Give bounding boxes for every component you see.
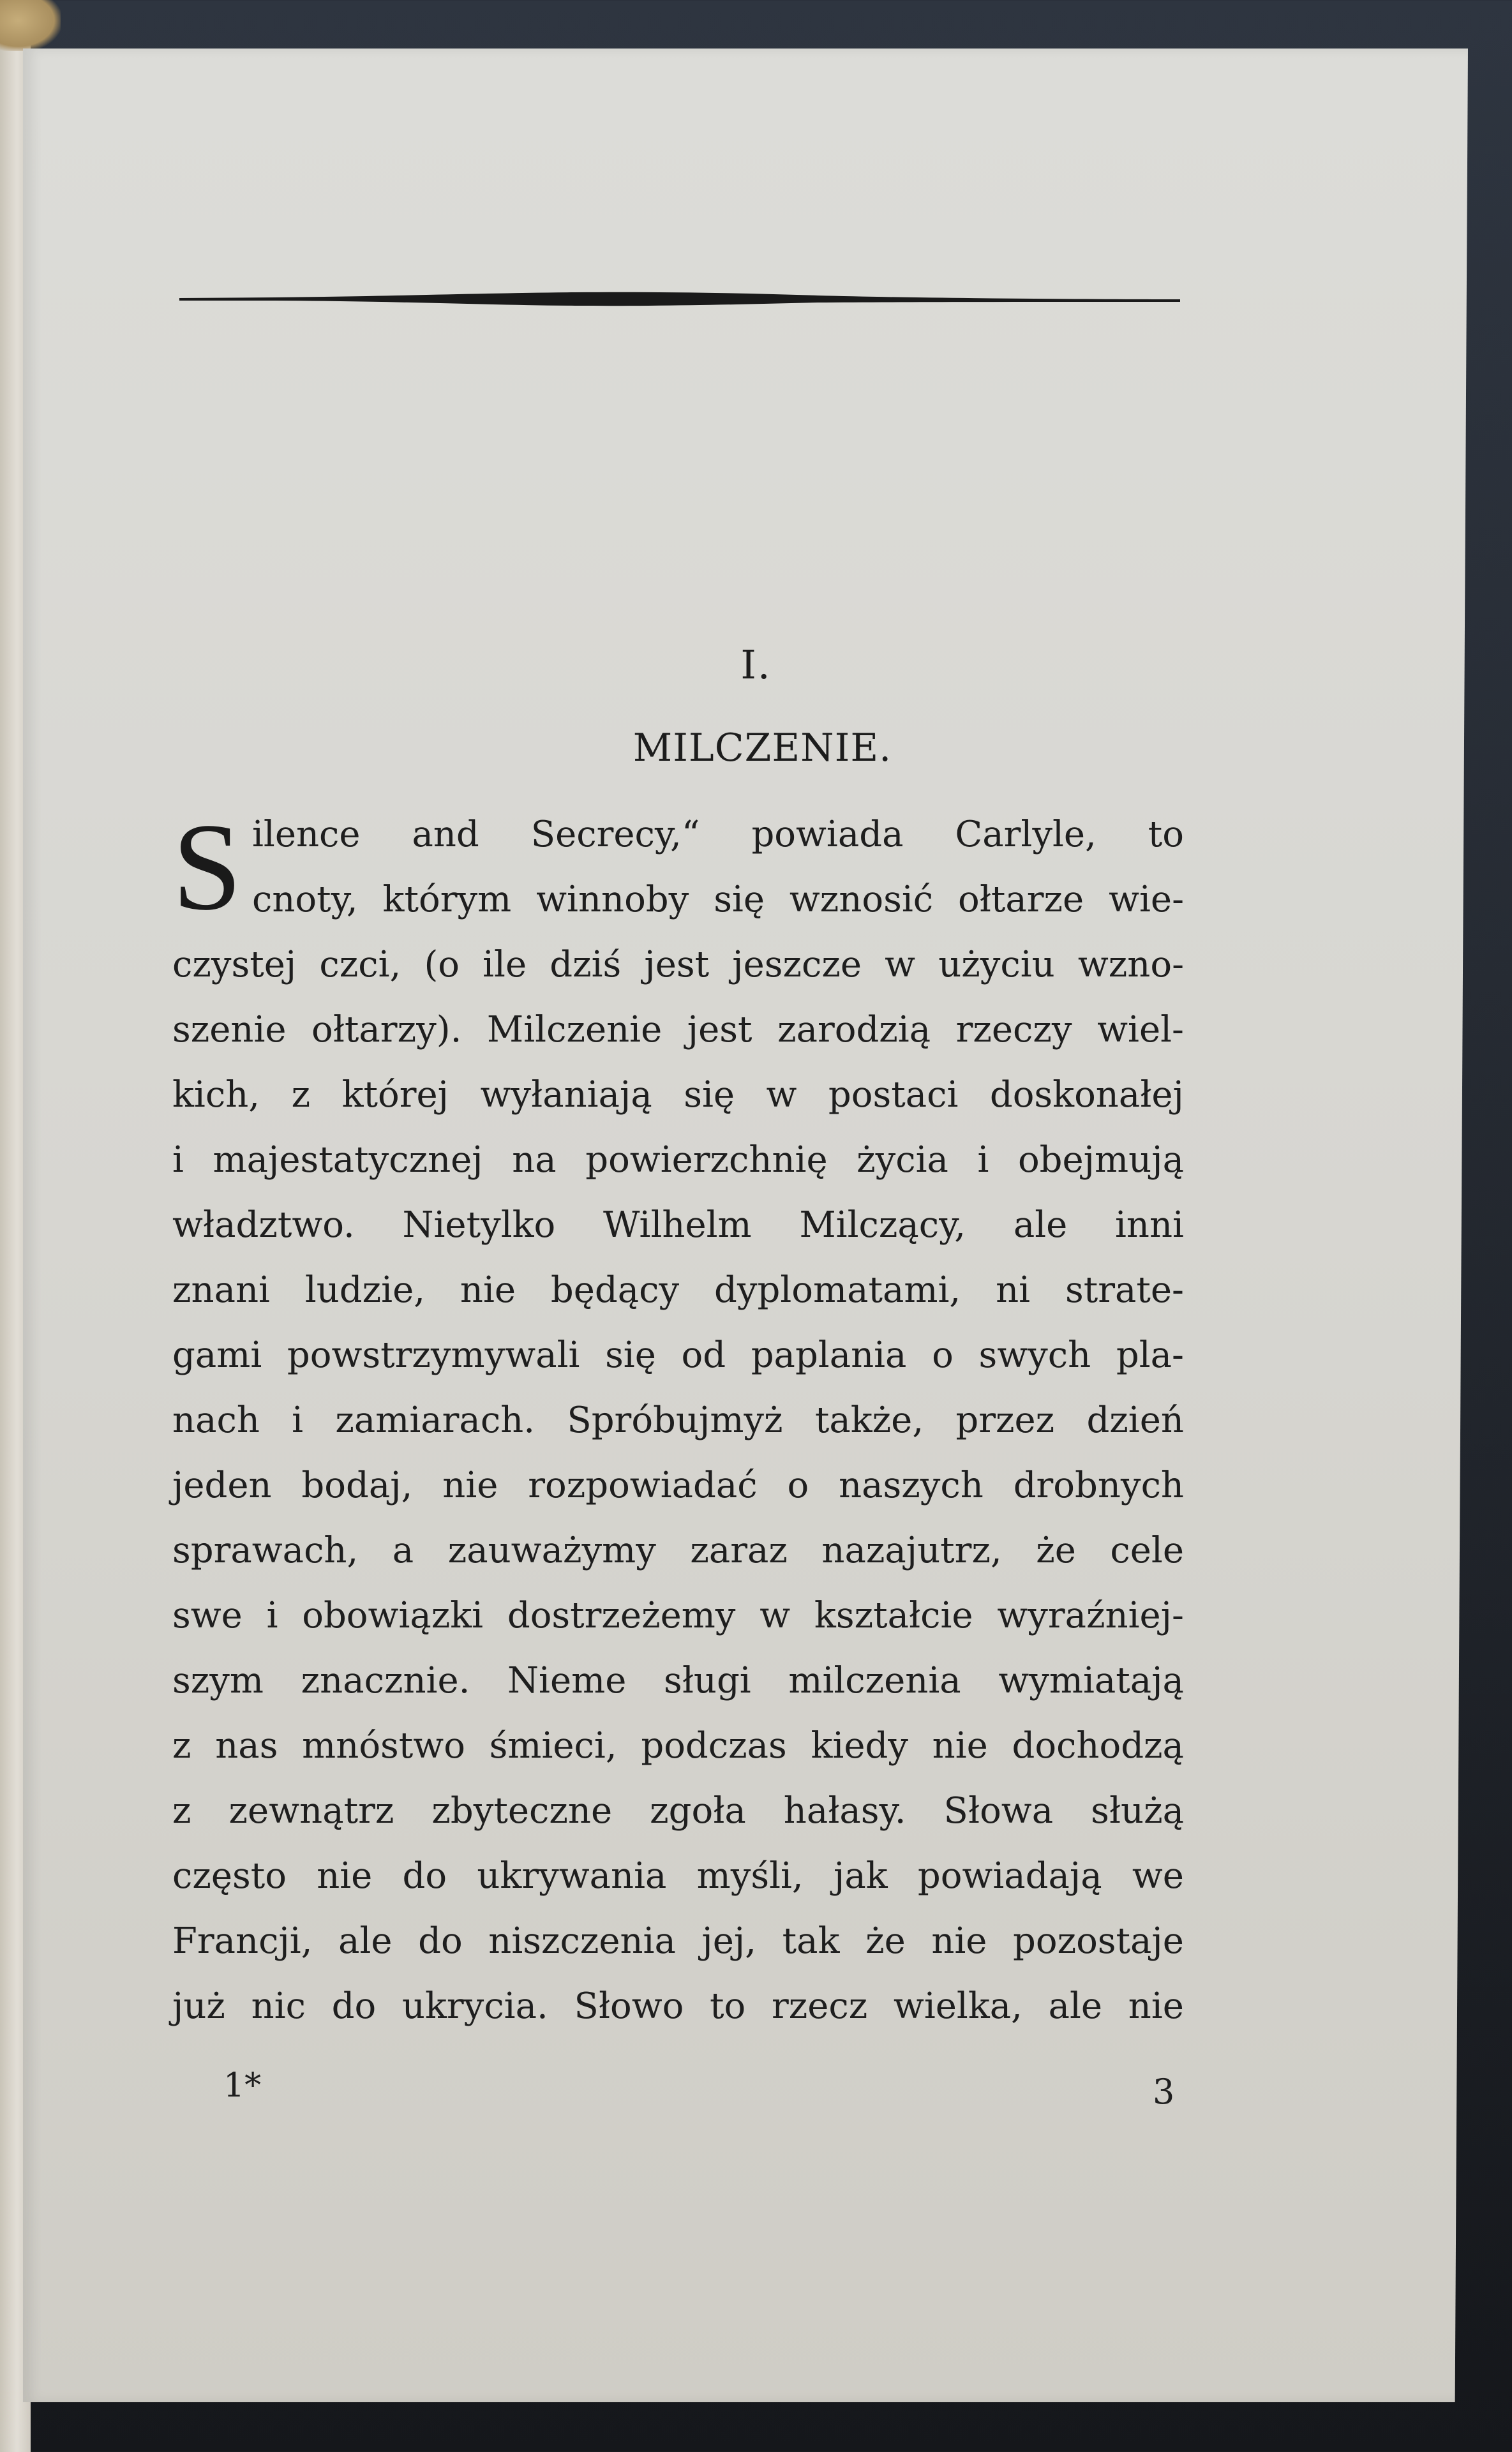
word: nie (1128, 1985, 1184, 2027)
word: już (172, 1985, 225, 2027)
bookmark-thread (0, 0, 61, 51)
text-line (172, 1070, 1184, 1135)
word: wie- (1109, 879, 1184, 920)
word: często (172, 1855, 287, 1897)
word: cele (1110, 1530, 1184, 1571)
word: się (684, 1074, 735, 1116)
text-line (172, 809, 1184, 874)
word: cnoty, (252, 879, 358, 920)
body-text (172, 798, 1184, 2046)
word: zaraz (690, 1530, 788, 1571)
word: wiel- (1097, 1009, 1184, 1050)
word: zewnątrz (228, 1790, 394, 1832)
word: od (681, 1334, 726, 1376)
word: rozpowiadać (528, 1465, 758, 1506)
word: nie (931, 1920, 987, 1962)
word: ale (1048, 1985, 1103, 2027)
word: nie (460, 1269, 516, 1311)
word: której (341, 1074, 449, 1116)
word: zbyteczne (431, 1790, 613, 1832)
word: szym (172, 1660, 264, 1701)
word: Nieme (507, 1660, 627, 1701)
word: z (172, 1725, 191, 1767)
word: dochodzą (1012, 1725, 1184, 1767)
text-line (172, 1330, 1184, 1395)
word: rzecz (771, 1985, 868, 2027)
word: się (714, 879, 765, 920)
word: powstrzymywali (287, 1334, 580, 1376)
word: będący (550, 1269, 680, 1311)
text-line (172, 1005, 1184, 1070)
word: inni (1114, 1204, 1184, 1246)
word: nas (215, 1725, 278, 1767)
word: dostrzeżemy (507, 1595, 736, 1636)
text-line (172, 874, 1184, 939)
word: sprawach, (172, 1530, 359, 1571)
word: ołtarze (958, 879, 1084, 920)
word: się (605, 1334, 656, 1376)
word: władztwo. (172, 1204, 355, 1246)
signature-mark: 1* (223, 2067, 262, 2105)
word: hałasy. (783, 1790, 906, 1832)
word: niszczenia (488, 1920, 676, 1962)
word: Słowo (574, 1985, 684, 2027)
text-line (172, 1590, 1184, 1656)
word: pozostaje (1013, 1920, 1184, 1962)
word: powiadają (917, 1855, 1102, 1897)
text-line (172, 1395, 1184, 1460)
word: czystej (172, 944, 297, 985)
word: nie (317, 1855, 373, 1897)
text-line (172, 1916, 1184, 1981)
word: Nietylko (402, 1204, 556, 1246)
word: wielka, (893, 1985, 1022, 2027)
page-number: 3 (1153, 2072, 1175, 2112)
word: sługi (664, 1660, 751, 1701)
word: dziś (550, 944, 622, 985)
text-line (172, 1656, 1184, 1721)
word: i (266, 1595, 278, 1636)
word: znacznie. (301, 1660, 470, 1701)
word: zauważymy (447, 1530, 656, 1571)
word: ukrycia. (401, 1985, 548, 2027)
word: którym (382, 879, 512, 920)
word: że (865, 1920, 906, 1962)
word: obowiązki (302, 1595, 484, 1636)
word: ołtarzy). (311, 1009, 462, 1050)
word: bodaj, (301, 1465, 413, 1506)
text-line (172, 1460, 1184, 1525)
word: rzeczy (955, 1009, 1072, 1050)
word: o (932, 1334, 954, 1376)
word: to (1148, 814, 1184, 855)
word: zgoła (650, 1790, 746, 1832)
word: gami (172, 1334, 262, 1376)
word: to (710, 1985, 746, 2027)
word: wymiatają (998, 1660, 1184, 1701)
word: Milczenie (486, 1009, 662, 1050)
word: ile (483, 944, 527, 985)
word: doskonałej (989, 1074, 1184, 1116)
word: na (512, 1139, 557, 1181)
word: powierzchnię (585, 1139, 828, 1181)
word: jest (644, 944, 710, 985)
text-line (172, 1786, 1184, 1851)
drop-cap: S (172, 798, 243, 936)
word: użyciu (938, 944, 1055, 985)
word: zamiarach. (335, 1400, 535, 1441)
word: wzno- (1077, 944, 1184, 985)
word: Carlyle, (955, 814, 1097, 855)
word: Milczący, (799, 1204, 966, 1246)
word: dzień (1086, 1400, 1184, 1441)
word: ukrywania (477, 1855, 667, 1897)
chapter-number: I. (740, 641, 772, 688)
word: życia (857, 1139, 948, 1181)
text-line (172, 1200, 1184, 1265)
text-line (172, 1135, 1184, 1200)
word: Słowa (943, 1790, 1054, 1832)
word: majestatycznej (213, 1139, 483, 1181)
word: naszych (839, 1465, 984, 1506)
ornamental-rule (179, 290, 1180, 307)
text-line (172, 1265, 1184, 1330)
word: (o (424, 944, 460, 985)
word: myśli, (696, 1855, 804, 1897)
word: znani (172, 1269, 270, 1311)
word: dyplomatami, (714, 1269, 961, 1311)
text-line (172, 1525, 1184, 1590)
word: paplania (751, 1334, 907, 1376)
chapter-title: MILCZENIE. (632, 726, 892, 770)
word: ilence (252, 814, 361, 855)
word: wznosić (789, 879, 934, 920)
word: z (291, 1074, 311, 1116)
word: nazajutrz, (821, 1530, 1002, 1571)
word: wyraźniej- (997, 1595, 1184, 1636)
text-line (172, 1851, 1184, 1916)
word: milczenia (788, 1660, 961, 1701)
word: a (392, 1530, 414, 1571)
word: and (412, 814, 479, 855)
word: czci, (319, 944, 401, 985)
word: we (1132, 1855, 1184, 1897)
word: jak (833, 1855, 888, 1897)
word: nie (442, 1465, 498, 1506)
word: do (402, 1855, 447, 1897)
word: nach (172, 1400, 260, 1441)
word: że (1036, 1530, 1076, 1571)
word: ni (996, 1269, 1031, 1311)
text-line (172, 939, 1184, 1005)
word: śmieci, (489, 1725, 617, 1767)
word: wyłaniają (480, 1074, 652, 1116)
word: i (292, 1400, 304, 1441)
word: kształcie (814, 1595, 973, 1636)
word: postaci (828, 1074, 959, 1116)
word: do (331, 1985, 377, 2027)
word: Spróbujmyż (567, 1400, 783, 1441)
word: obejmują (1017, 1139, 1184, 1181)
word: Francji, (172, 1920, 313, 1962)
word: jest (687, 1009, 752, 1050)
word: kiedy (811, 1725, 908, 1767)
word: podczas (641, 1725, 787, 1767)
word: Wilhelm (603, 1204, 752, 1246)
word: powiada (751, 814, 904, 855)
word: w (766, 1074, 797, 1116)
text-line (172, 1981, 1184, 2046)
word: w (885, 944, 916, 985)
word: drobnych (1013, 1465, 1184, 1506)
word: swe (172, 1595, 243, 1636)
word: kich, (172, 1074, 260, 1116)
word: winnoby (536, 879, 689, 920)
word: przez (955, 1400, 1055, 1441)
word: nie (932, 1725, 988, 1767)
word: zarodzią (777, 1009, 931, 1050)
word: służą (1091, 1790, 1184, 1832)
word: Secrecy,“ (530, 814, 700, 855)
word: swych (978, 1334, 1091, 1376)
word: także, (814, 1400, 924, 1441)
word: nic (251, 1985, 306, 2027)
word: i (172, 1139, 184, 1181)
word: w (760, 1595, 791, 1636)
word: pla- (1116, 1334, 1184, 1376)
word: tak (782, 1920, 840, 1962)
word: mnóstwo (302, 1725, 465, 1767)
word: strate- (1065, 1269, 1184, 1311)
word: o (787, 1465, 809, 1506)
word: szenie (172, 1009, 287, 1050)
word: ale (1013, 1204, 1068, 1246)
word: ludzie, (304, 1269, 426, 1311)
text-line (172, 1721, 1184, 1786)
word: z (172, 1790, 191, 1832)
word: i (977, 1139, 989, 1181)
word: ale (338, 1920, 393, 1962)
word: do (418, 1920, 463, 1962)
word: jeden (172, 1465, 272, 1506)
word: jej, (701, 1920, 757, 1962)
word: jeszcze (732, 944, 862, 985)
